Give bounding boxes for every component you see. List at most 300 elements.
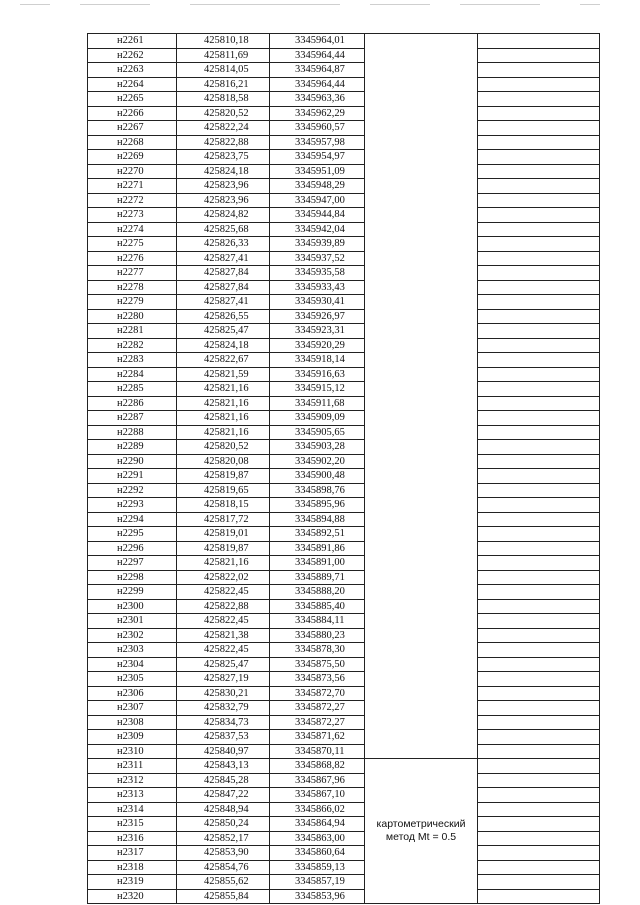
table-row — [88, 34, 600, 49]
point-id-cell: н2263 — [88, 63, 177, 78]
point-id-cell: н2292 — [88, 483, 177, 498]
y-coordinate-cell: 3345935,58 — [270, 266, 365, 281]
y-coordinate-cell: 3345964,87 — [270, 63, 365, 78]
x-coordinate-cell: 425822,45 — [177, 643, 270, 658]
point-id-cell: н2287 — [88, 411, 177, 426]
y-coordinate-cell: 3345859,13 — [270, 860, 365, 875]
table-row — [88, 512, 600, 527]
point-id-cell: н2294 — [88, 512, 177, 527]
point-id-cell: н2303 — [88, 643, 177, 658]
table-row — [88, 440, 600, 455]
x-coordinate-cell: 425822,45 — [177, 614, 270, 629]
x-coordinate-cell: 425811,69 — [177, 48, 270, 63]
point-id-cell: н2280 — [88, 309, 177, 324]
method-cell — [365, 759, 478, 904]
empty-cell — [478, 628, 600, 643]
table-row — [88, 672, 600, 687]
point-id-cell: н2320 — [88, 889, 177, 904]
empty-cell — [478, 280, 600, 295]
empty-cell — [478, 135, 600, 150]
table-row — [88, 367, 600, 382]
table-row — [88, 193, 600, 208]
table-row — [88, 48, 600, 63]
empty-cell — [478, 846, 600, 861]
empty-cell — [478, 614, 600, 629]
x-coordinate-cell: 425820,08 — [177, 454, 270, 469]
x-coordinate-cell: 425819,87 — [177, 541, 270, 556]
point-id-cell: н2312 — [88, 773, 177, 788]
point-id-cell: н2262 — [88, 48, 177, 63]
x-coordinate-cell: 425821,59 — [177, 367, 270, 382]
x-coordinate-cell: 425810,18 — [177, 34, 270, 49]
point-id-cell: н2291 — [88, 469, 177, 484]
x-coordinate-cell: 425821,38 — [177, 628, 270, 643]
point-id-cell: н2316 — [88, 831, 177, 846]
table-row — [88, 498, 600, 513]
table-row — [88, 295, 600, 310]
point-id-cell: н2299 — [88, 585, 177, 600]
table-row — [88, 353, 600, 368]
scan-header-artifacts — [20, 0, 620, 10]
x-coordinate-cell: 425818,15 — [177, 498, 270, 513]
x-coordinate-cell: 425821,16 — [177, 382, 270, 397]
method-label-line1: картометрический — [376, 818, 466, 830]
table-row — [88, 715, 600, 730]
empty-cell — [478, 34, 600, 49]
empty-cell — [478, 773, 600, 788]
y-coordinate-cell: 3345888,20 — [270, 585, 365, 600]
point-id-cell: н2264 — [88, 77, 177, 92]
table-row — [88, 77, 600, 92]
empty-cell — [478, 266, 600, 281]
table-row — [88, 121, 600, 136]
empty-cell — [478, 512, 600, 527]
y-coordinate-cell: 3345957,98 — [270, 135, 365, 150]
x-coordinate-cell: 425827,84 — [177, 280, 270, 295]
x-coordinate-cell: 425817,72 — [177, 512, 270, 527]
x-coordinate-cell: 425821,16 — [177, 556, 270, 571]
empty-cell — [478, 411, 600, 426]
point-id-cell: н2319 — [88, 875, 177, 890]
table-row — [88, 309, 600, 324]
table-row — [88, 411, 600, 426]
x-coordinate-cell: 425823,96 — [177, 193, 270, 208]
empty-cell — [478, 860, 600, 875]
y-coordinate-cell: 3345926,97 — [270, 309, 365, 324]
x-coordinate-cell: 425827,84 — [177, 266, 270, 281]
empty-cell — [478, 106, 600, 121]
y-coordinate-cell: 3345964,01 — [270, 34, 365, 49]
empty-cell — [478, 179, 600, 194]
x-coordinate-cell: 425819,01 — [177, 527, 270, 542]
y-coordinate-cell: 3345867,96 — [270, 773, 365, 788]
point-id-cell: н2307 — [88, 701, 177, 716]
y-coordinate-cell: 3345872,27 — [270, 715, 365, 730]
x-coordinate-cell: 425820,52 — [177, 106, 270, 121]
table-row — [88, 744, 600, 759]
point-id-cell: н2278 — [88, 280, 177, 295]
table-row — [88, 164, 600, 179]
point-id-cell: н2270 — [88, 164, 177, 179]
point-id-cell: н2300 — [88, 599, 177, 614]
y-coordinate-cell: 3345933,43 — [270, 280, 365, 295]
empty-cell — [478, 396, 600, 411]
x-coordinate-cell: 425845,28 — [177, 773, 270, 788]
y-coordinate-cell: 3345892,51 — [270, 527, 365, 542]
point-id-cell: н2288 — [88, 425, 177, 440]
y-coordinate-cell: 3345930,41 — [270, 295, 365, 310]
y-coordinate-cell: 3345916,63 — [270, 367, 365, 382]
x-coordinate-cell: 425819,65 — [177, 483, 270, 498]
point-id-cell: н2298 — [88, 570, 177, 585]
x-coordinate-cell: 425821,16 — [177, 425, 270, 440]
table-row — [88, 469, 600, 484]
y-coordinate-cell: 3345960,57 — [270, 121, 365, 136]
y-coordinate-cell: 3345903,28 — [270, 440, 365, 455]
x-coordinate-cell: 425825,47 — [177, 324, 270, 339]
point-id-cell: н2310 — [88, 744, 177, 759]
point-id-cell: н2283 — [88, 353, 177, 368]
x-coordinate-cell: 425816,21 — [177, 77, 270, 92]
x-coordinate-cell: 425827,41 — [177, 251, 270, 266]
table-row — [88, 251, 600, 266]
point-id-cell: н2289 — [88, 440, 177, 455]
y-coordinate-cell: 3345885,40 — [270, 599, 365, 614]
table-row — [88, 106, 600, 121]
point-id-cell: н2279 — [88, 295, 177, 310]
empty-cell — [478, 889, 600, 904]
x-coordinate-cell: 425823,96 — [177, 179, 270, 194]
x-coordinate-cell: 425843,13 — [177, 759, 270, 774]
x-coordinate-cell: 425819,87 — [177, 469, 270, 484]
y-coordinate-cell: 3345864,94 — [270, 817, 365, 832]
point-id-cell: н2297 — [88, 556, 177, 571]
y-coordinate-cell: 3345860,64 — [270, 846, 365, 861]
empty-cell — [478, 759, 600, 774]
x-coordinate-cell: 425854,76 — [177, 860, 270, 875]
x-coordinate-cell: 425824,18 — [177, 164, 270, 179]
empty-cell — [478, 715, 600, 730]
table-row — [88, 266, 600, 281]
x-coordinate-cell: 425824,82 — [177, 208, 270, 223]
empty-cell — [478, 701, 600, 716]
point-id-cell: н2266 — [88, 106, 177, 121]
empty-cell — [478, 527, 600, 542]
empty-cell — [478, 440, 600, 455]
point-id-cell: н2301 — [88, 614, 177, 629]
y-coordinate-cell: 3345894,88 — [270, 512, 365, 527]
table-row — [88, 237, 600, 252]
y-coordinate-cell: 3345891,86 — [270, 541, 365, 556]
empty-cell — [478, 48, 600, 63]
point-id-cell: н2304 — [88, 657, 177, 672]
y-coordinate-cell: 3345866,02 — [270, 802, 365, 817]
table-row — [88, 541, 600, 556]
empty-cell — [478, 686, 600, 701]
empty-cell — [478, 425, 600, 440]
table-row — [88, 63, 600, 78]
point-id-cell: н2261 — [88, 34, 177, 49]
x-coordinate-cell: 425822,24 — [177, 121, 270, 136]
point-id-cell: н2314 — [88, 802, 177, 817]
point-id-cell: н2269 — [88, 150, 177, 165]
point-id-cell: н2274 — [88, 222, 177, 237]
table-row — [88, 773, 600, 788]
empty-cell — [478, 672, 600, 687]
y-coordinate-cell: 3345911,68 — [270, 396, 365, 411]
empty-cell — [478, 483, 600, 498]
table-row — [88, 527, 600, 542]
x-coordinate-cell: 425822,02 — [177, 570, 270, 585]
point-id-cell: н2276 — [88, 251, 177, 266]
coordinates-table-body — [88, 34, 600, 904]
empty-cell — [478, 324, 600, 339]
x-coordinate-cell: 425825,47 — [177, 657, 270, 672]
table-row — [88, 802, 600, 817]
coordinates-table — [87, 33, 600, 904]
table-row — [88, 788, 600, 803]
y-coordinate-cell: 3345963,36 — [270, 92, 365, 107]
point-id-cell: н2305 — [88, 672, 177, 687]
x-coordinate-cell: 425821,16 — [177, 396, 270, 411]
point-id-cell: н2277 — [88, 266, 177, 281]
table-row — [88, 135, 600, 150]
empty-cell — [478, 208, 600, 223]
table-row — [88, 889, 600, 904]
empty-cell — [478, 570, 600, 585]
empty-cell — [478, 788, 600, 803]
empty-cell — [478, 831, 600, 846]
empty-cell — [478, 817, 600, 832]
point-id-cell: н2285 — [88, 382, 177, 397]
table-row — [88, 92, 600, 107]
empty-cell — [478, 599, 600, 614]
x-coordinate-cell: 425822,67 — [177, 353, 270, 368]
y-coordinate-cell: 3345909,09 — [270, 411, 365, 426]
y-coordinate-cell: 3345951,09 — [270, 164, 365, 179]
x-coordinate-cell: 425823,75 — [177, 150, 270, 165]
y-coordinate-cell: 3345923,31 — [270, 324, 365, 339]
y-coordinate-cell: 3345954,97 — [270, 150, 365, 165]
table-row — [88, 483, 600, 498]
y-coordinate-cell: 3345872,27 — [270, 701, 365, 716]
empty-cell — [478, 77, 600, 92]
table-row — [88, 425, 600, 440]
x-coordinate-cell: 425834,73 — [177, 715, 270, 730]
x-coordinate-cell: 425822,45 — [177, 585, 270, 600]
table-row — [88, 222, 600, 237]
y-coordinate-cell: 3345868,82 — [270, 759, 365, 774]
point-id-cell: н2311 — [88, 759, 177, 774]
y-coordinate-cell: 3345880,23 — [270, 628, 365, 643]
y-coordinate-cell: 3345964,44 — [270, 48, 365, 63]
empty-cell — [478, 295, 600, 310]
table-row — [88, 686, 600, 701]
y-coordinate-cell: 3345939,89 — [270, 237, 365, 252]
table-row — [88, 280, 600, 295]
table-row — [88, 396, 600, 411]
point-id-cell: н2293 — [88, 498, 177, 513]
empty-cell — [478, 164, 600, 179]
table-row — [88, 150, 600, 165]
x-coordinate-cell: 425837,53 — [177, 730, 270, 745]
empty-cell — [478, 541, 600, 556]
point-id-cell: н2272 — [88, 193, 177, 208]
empty-cell — [478, 744, 600, 759]
point-id-cell: н2275 — [88, 237, 177, 252]
table-row — [88, 643, 600, 658]
point-id-cell: н2306 — [88, 686, 177, 701]
y-coordinate-cell: 3345867,10 — [270, 788, 365, 803]
x-coordinate-cell: 425840,97 — [177, 744, 270, 759]
x-coordinate-cell: 425822,88 — [177, 135, 270, 150]
table-row — [88, 846, 600, 861]
empty-cell — [478, 730, 600, 745]
y-coordinate-cell: 3345872,70 — [270, 686, 365, 701]
empty-cell — [478, 92, 600, 107]
y-coordinate-cell: 3345942,04 — [270, 222, 365, 237]
y-coordinate-cell: 3345873,56 — [270, 672, 365, 687]
empty-cell — [478, 498, 600, 513]
y-coordinate-cell: 3345891,00 — [270, 556, 365, 571]
y-coordinate-cell: 3345915,12 — [270, 382, 365, 397]
table-row — [88, 454, 600, 469]
x-coordinate-cell: 425855,62 — [177, 875, 270, 890]
empty-cell — [478, 382, 600, 397]
point-id-cell: н2313 — [88, 788, 177, 803]
point-id-cell: н2318 — [88, 860, 177, 875]
point-id-cell: н2302 — [88, 628, 177, 643]
x-coordinate-cell: 425847,22 — [177, 788, 270, 803]
table-row — [88, 730, 600, 745]
point-id-cell: н2265 — [88, 92, 177, 107]
empty-cell — [478, 121, 600, 136]
empty-cell — [478, 643, 600, 658]
y-coordinate-cell: 3345884,11 — [270, 614, 365, 629]
table-row — [88, 657, 600, 672]
table-row — [88, 599, 600, 614]
x-coordinate-cell: 425826,55 — [177, 309, 270, 324]
x-coordinate-cell: 425825,68 — [177, 222, 270, 237]
y-coordinate-cell: 3345918,14 — [270, 353, 365, 368]
point-id-cell: н2284 — [88, 367, 177, 382]
method-cell — [365, 34, 478, 759]
x-coordinate-cell: 425826,33 — [177, 237, 270, 252]
x-coordinate-cell: 425852,17 — [177, 831, 270, 846]
table-row — [88, 179, 600, 194]
x-coordinate-cell: 425848,94 — [177, 802, 270, 817]
point-id-cell: н2308 — [88, 715, 177, 730]
y-coordinate-cell: 3345948,29 — [270, 179, 365, 194]
y-coordinate-cell: 3345964,44 — [270, 77, 365, 92]
x-coordinate-cell: 425821,16 — [177, 411, 270, 426]
table-row — [88, 759, 600, 774]
point-id-cell: н2315 — [88, 817, 177, 832]
empty-cell — [478, 63, 600, 78]
x-coordinate-cell: 425827,41 — [177, 295, 270, 310]
x-coordinate-cell: 425832,79 — [177, 701, 270, 716]
y-coordinate-cell: 3345937,52 — [270, 251, 365, 266]
empty-cell — [478, 469, 600, 484]
x-coordinate-cell: 425855,84 — [177, 889, 270, 904]
y-coordinate-cell: 3345878,30 — [270, 643, 365, 658]
y-coordinate-cell: 3345905,65 — [270, 425, 365, 440]
table-row — [88, 382, 600, 397]
x-coordinate-cell: 425853,90 — [177, 846, 270, 861]
table-row — [88, 860, 600, 875]
empty-cell — [478, 237, 600, 252]
empty-cell — [478, 657, 600, 672]
empty-cell — [478, 585, 600, 600]
x-coordinate-cell: 425850,24 — [177, 817, 270, 832]
x-coordinate-cell: 425814,05 — [177, 63, 270, 78]
x-coordinate-cell: 425827,19 — [177, 672, 270, 687]
point-id-cell: н2268 — [88, 135, 177, 150]
x-coordinate-cell: 425824,18 — [177, 338, 270, 353]
empty-cell — [478, 367, 600, 382]
empty-cell — [478, 251, 600, 266]
point-id-cell: н2286 — [88, 396, 177, 411]
empty-cell — [478, 193, 600, 208]
point-id-cell: н2309 — [88, 730, 177, 745]
point-id-cell: н2317 — [88, 846, 177, 861]
table-row — [88, 817, 600, 832]
y-coordinate-cell: 3345947,00 — [270, 193, 365, 208]
empty-cell — [478, 222, 600, 237]
empty-cell — [478, 875, 600, 890]
table-row — [88, 324, 600, 339]
y-coordinate-cell: 3345871,62 — [270, 730, 365, 745]
empty-cell — [478, 309, 600, 324]
method-label-line2: метод Mt = 0.5 — [385, 831, 457, 843]
table-row — [88, 614, 600, 629]
point-id-cell: н2282 — [88, 338, 177, 353]
y-coordinate-cell: 3345853,96 — [270, 889, 365, 904]
y-coordinate-cell: 3345902,20 — [270, 454, 365, 469]
point-id-cell: н2281 — [88, 324, 177, 339]
table-row — [88, 570, 600, 585]
point-id-cell: н2273 — [88, 208, 177, 223]
table-row — [88, 208, 600, 223]
empty-cell — [478, 338, 600, 353]
y-coordinate-cell: 3345920,29 — [270, 338, 365, 353]
y-coordinate-cell: 3345944,84 — [270, 208, 365, 223]
y-coordinate-cell: 3345863,00 — [270, 831, 365, 846]
y-coordinate-cell: 3345870,11 — [270, 744, 365, 759]
y-coordinate-cell: 3345962,29 — [270, 106, 365, 121]
y-coordinate-cell: 3345889,71 — [270, 570, 365, 585]
point-id-cell: н2296 — [88, 541, 177, 556]
y-coordinate-cell: 3345857,19 — [270, 875, 365, 890]
y-coordinate-cell: 3345900,48 — [270, 469, 365, 484]
point-id-cell: н2290 — [88, 454, 177, 469]
x-coordinate-cell: 425818,58 — [177, 92, 270, 107]
table-row — [88, 628, 600, 643]
empty-cell — [478, 556, 600, 571]
point-id-cell: н2271 — [88, 179, 177, 194]
table-row — [88, 875, 600, 890]
empty-cell — [478, 353, 600, 368]
x-coordinate-cell: 425820,52 — [177, 440, 270, 455]
x-coordinate-cell: 425830,21 — [177, 686, 270, 701]
x-coordinate-cell: 425822,88 — [177, 599, 270, 614]
point-id-cell: н2295 — [88, 527, 177, 542]
table-row — [88, 701, 600, 716]
y-coordinate-cell: 3345875,50 — [270, 657, 365, 672]
table-row — [88, 831, 600, 846]
empty-cell — [478, 802, 600, 817]
table-row — [88, 585, 600, 600]
